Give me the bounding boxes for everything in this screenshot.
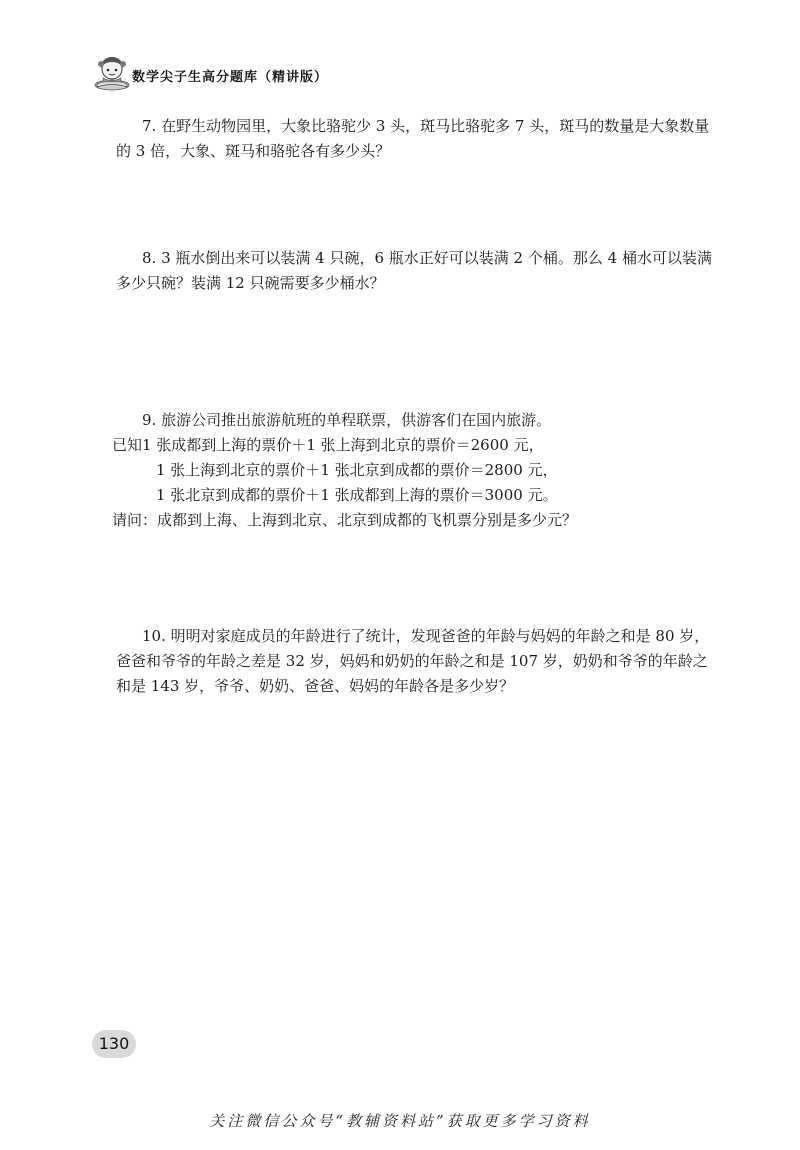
problem-7 [116, 114, 714, 164]
problem-9-question: 请问：成都到上海、上海到北京、北京到成都的飞机票分别是多少元？ [112, 511, 578, 529]
girl-reading-book-icon [92, 52, 132, 92]
problem-9 [112, 408, 714, 533]
problem-10 [116, 624, 714, 699]
problem-8 [116, 246, 714, 296]
problem-9-intro: 9. 旅游公司推出旅游航班的单程联票，供游客们在国内旅游。 [142, 411, 552, 429]
problem-9-condition-1: 已知1 张成都到上海的票价＋1 张上海到北京的票价＝2600 元， [112, 436, 544, 454]
problem-7-text: 7. 在野生动物园里，大象比骆驼少 3 头，斑马比骆驼多 7 头，斑马的数量是大象数量的 3 倍，大象、斑马和骆驼各有多少头？ [116, 117, 710, 160]
book-title: 数学尖子生高分题库（精讲版） [132, 70, 329, 85]
problem-9-condition-3: 1 张北京到成都的票价＋1 张成都到上海的票价＝3000 元。 [156, 486, 558, 504]
problem-8-text: 8. 3 瓶水倒出来可以装满 4 只碗，6 瓶水正好可以装满 2 个桶。那么 4 桶水可以装满多少只碗？装满 12 只碗需要多少桶水？ [116, 249, 712, 292]
page-header [92, 52, 452, 92]
problem-10-text: 10. 明明对家庭成员的年龄进行了统计，发现爸爸的年龄与妈妈的年龄之和是 80 岁，爸爸和爷爷的年龄之差是 32 岁，妈妈和奶奶的年龄之和是 107 岁，奶奶和爷爷的年龄之和是 143 岁，爷爷、奶奶、爸爸、妈妈的年龄各是多少岁？ [116, 627, 710, 695]
footer-notice: 关注微信公众号“教辅资料站”获取更多学习资料 [209, 1112, 591, 1130]
problem-9-condition-2: 1 张上海到北京的票价＋1 张北京到成都的票价＝2800 元， [156, 461, 558, 479]
page-number: 130 [92, 1030, 136, 1058]
